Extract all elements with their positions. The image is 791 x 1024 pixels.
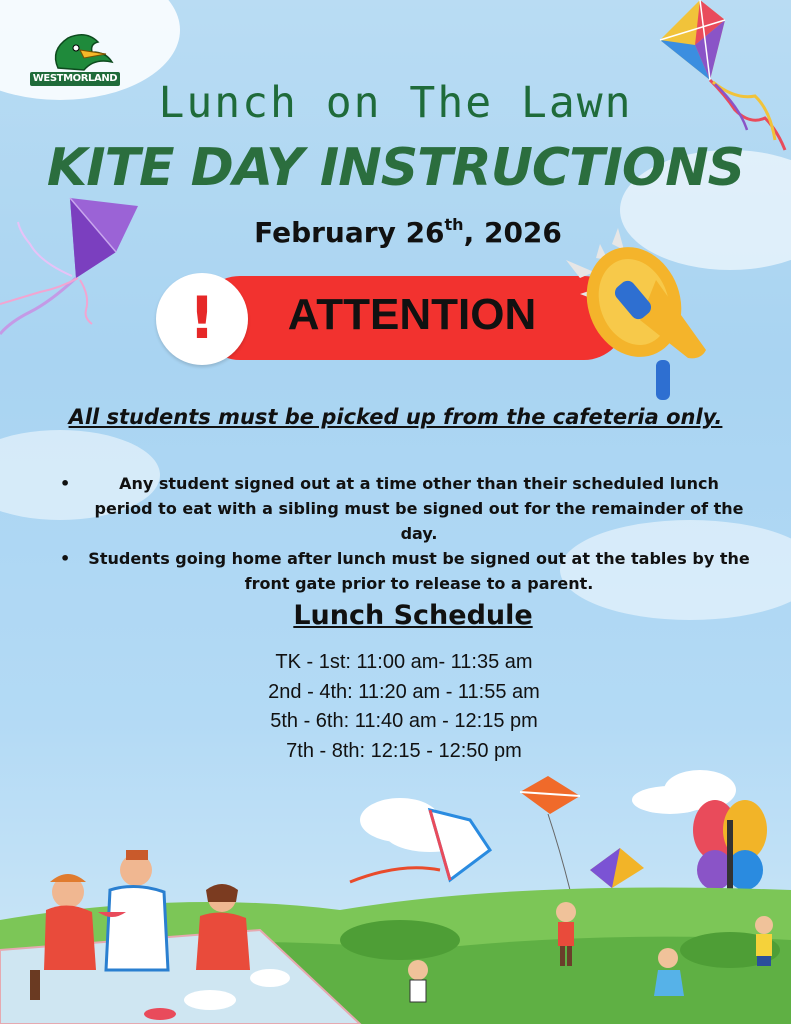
attention-label: ATTENTION bbox=[287, 290, 537, 339]
megaphone-icon bbox=[556, 220, 716, 400]
list-item bbox=[60, 471, 750, 546]
date-main: February 26 bbox=[254, 216, 445, 249]
page-subtitle: KITE DAY INSTRUCTIONS bbox=[46, 138, 745, 198]
bullet-icon: • bbox=[60, 549, 71, 568]
date-year: , 2026 bbox=[463, 216, 562, 249]
list-item-text: Students going home after lunch must be signed out at the tables by the front gate prior to release to a parent. bbox=[88, 549, 750, 593]
schedule-row: TK - 1st: 11:00 am- 11:35 am bbox=[275, 651, 533, 673]
list-item bbox=[60, 546, 750, 596]
bullet-icon: • bbox=[60, 474, 71, 493]
schedule-row: 5th - 6th: 11:40 am - 12:15 pm bbox=[270, 710, 538, 732]
pickup-notice: All students must be picked up from the cafeteria only. bbox=[68, 405, 723, 429]
date-suffix: th bbox=[444, 215, 464, 234]
schedule-row: 7th - 8th: 12:15 - 12:50 pm bbox=[286, 739, 522, 762]
picnic-scene-illustration bbox=[0, 770, 791, 1024]
logo-wordmark: WESTMORLAND bbox=[30, 72, 120, 86]
schedule-list bbox=[0, 648, 791, 766]
exclamation-icon: ! bbox=[188, 284, 216, 352]
schedule-row: 2nd - 4th: 11:20 am - 11:55 am bbox=[268, 680, 540, 703]
instructions-list bbox=[60, 471, 750, 596]
list-item-text: Any student signed out at a time other than their scheduled lunch period to eat with a sibling must be signed out for the remainder of the day. bbox=[94, 474, 744, 543]
schedule-title: Lunch Schedule bbox=[293, 600, 533, 631]
page-title: Lunch on The Lawn bbox=[158, 78, 633, 128]
